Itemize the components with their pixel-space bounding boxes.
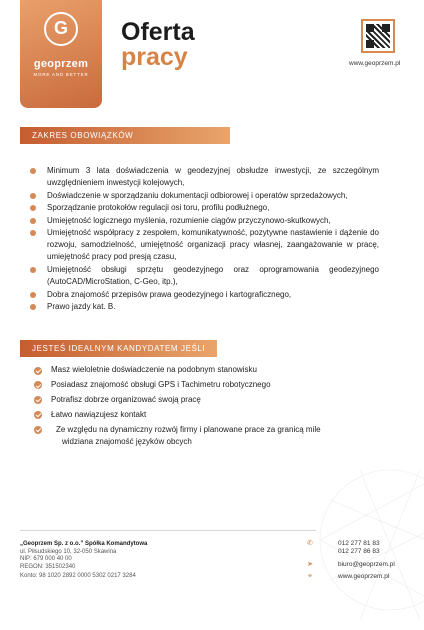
list-item: Minimum 3 lata doświadczenia w geodezyjnej obsłudze inwestycji, ze szczególnym uwzględnieniem inwestycji kolejowych, <box>27 165 379 189</box>
bullet-icon <box>30 230 36 236</box>
list-item: Umiejętność współpracy z zespołem, komunikatywność, pozytywne nastawienie i dążenie do rozwoju, samodzielność, umiejętność organizacji pracy własnej, zaangażowanie w pracę, umiejętność pracy pod presją czasu, <box>27 227 379 263</box>
company-logo <box>20 0 102 108</box>
list-item: Prawo jazdy kat. B. <box>27 301 379 313</box>
company-regon: REGON: 351502340 <box>20 563 76 570</box>
section-heading-ideal-candidate: JESTEŚ IDEALNYM KANDYDATEM JEŚLI <box>20 340 217 357</box>
logo-emblem <box>44 12 78 46</box>
company-address: ul. Piłsudskiego 10, 32-050 Skawina <box>20 548 117 555</box>
list-item: Sporządzanie protokołów regulacji osi toru, profilu podłużnego, <box>27 202 379 214</box>
footer-divider <box>20 530 316 531</box>
list-item: Masz wieloletnie doświadczenie na podobnym stanowisku <box>34 364 364 377</box>
list-item: Posiadasz znajomość obsługi GPS i Tachimetru robotycznego <box>34 379 364 392</box>
list-item: Umiejętność obsługi sprzętu geodezyjnego oraz oprogramowania geodezyjnego (AutoCAD/MicroStation, C-Geo, itp.), <box>27 264 379 288</box>
list-item: Potrafisz dobrze organizować swoją pracę <box>34 394 364 407</box>
list-item: Doświadczenie w sporządzaniu dokumentacji odbiorowej i operatów sprzedażowych, <box>27 190 379 202</box>
bullet-icon <box>30 218 36 224</box>
bullet-icon <box>30 292 36 298</box>
bullet-icon <box>30 168 36 174</box>
check-icon <box>34 411 42 419</box>
bullet-icon <box>30 267 36 273</box>
phone-number-2[interactable]: 012 277 86 83 <box>338 548 380 555</box>
qr-code-icon[interactable] <box>361 19 395 53</box>
title-line-1: Oferta <box>121 18 195 46</box>
list-item: Umiejętność logicznego myślenia, rozumienie ciągów przyczynowo-skutkowych, <box>27 215 379 227</box>
list-item: Ze względu na dynamiczny rozwój firmy i planowane prace za granicą mile widziana znajomość języków obcych <box>34 424 364 449</box>
bank-account: Konto: 98 1020 2892 0000 5302 0217 3284 <box>20 573 136 579</box>
globe-icon: ⚭ <box>307 573 313 580</box>
website-link-bottom[interactable]: www.geoprzem.pl <box>338 573 390 580</box>
candidate-list <box>34 364 364 451</box>
logo-tagline: MORE AND BETTER <box>33 72 89 77</box>
section-heading-duties: ZAKRES OBOWIĄZKÓW <box>20 127 230 144</box>
bullet-icon <box>30 193 36 199</box>
check-icon <box>34 396 42 404</box>
bullet-icon <box>30 304 36 310</box>
bullet-icon <box>30 205 36 211</box>
list-item: Łatwo nawiązujesz kontakt <box>34 409 364 422</box>
decorative-geodesic-lines <box>300 430 424 630</box>
website-link-top[interactable]: www.geoprzem.pl <box>349 60 401 67</box>
check-icon <box>34 367 42 375</box>
phone-number-1[interactable]: 012 277 81 83 <box>338 540 380 547</box>
logo-letter: G <box>53 18 68 38</box>
check-icon <box>34 426 42 434</box>
list-item: Dobra znajomość przepisów prawa geodezyjnego i kartograficznego, <box>27 289 379 301</box>
title-line-2: pracy <box>121 43 188 71</box>
company-name: „Geoprzem Sp. z o.o.” Spółka Komandytowa <box>20 541 148 547</box>
duties-list <box>27 165 379 314</box>
check-icon <box>34 381 42 389</box>
logo-name: geoprzem <box>33 58 89 70</box>
email-address[interactable]: biuro@geoprzem.pl <box>338 561 395 568</box>
company-nip: NIP: 679 000 40 00 <box>20 556 72 562</box>
company-info <box>20 541 250 571</box>
phone-icon: ✆ <box>307 540 313 547</box>
send-icon: ➤ <box>307 561 313 568</box>
